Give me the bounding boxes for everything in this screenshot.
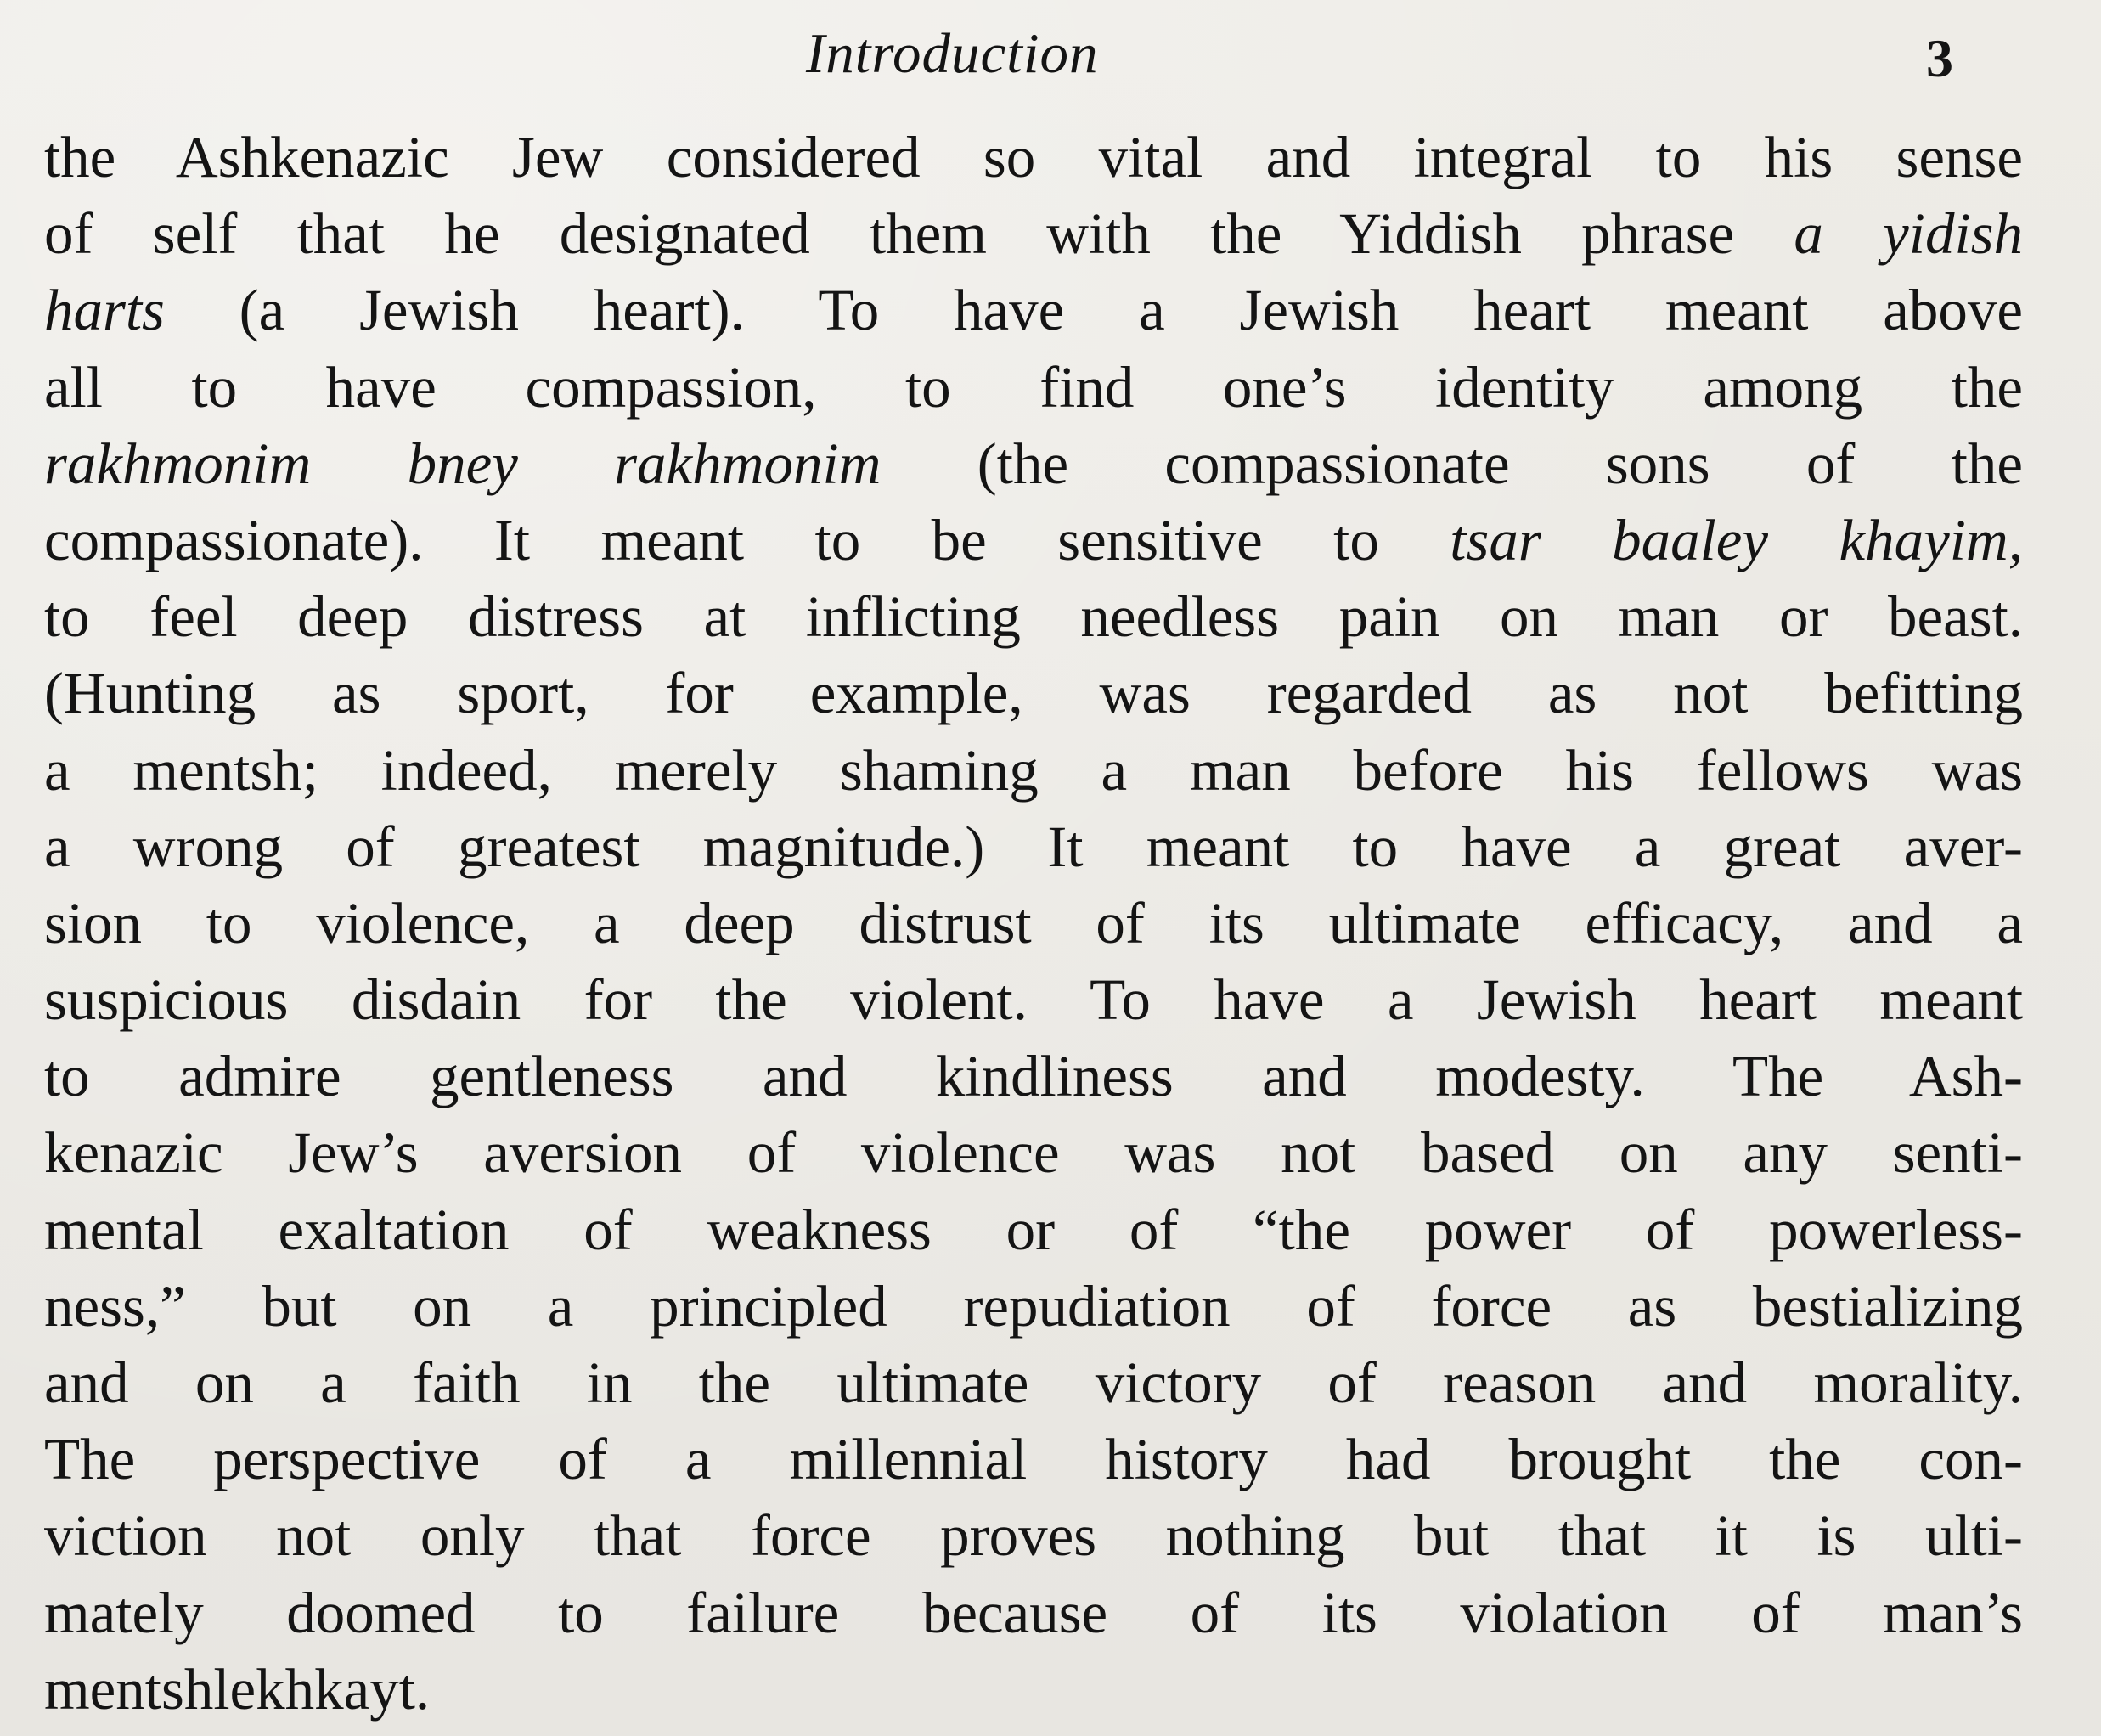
text-line [44,349,2023,426]
text-line [44,502,2023,578]
text-line [44,272,2023,348]
text-run: (Hunting as sport, for example, was regarded as not befitting [44,661,2023,726]
text-run: mentshlekhkayt. [44,1656,431,1722]
italic-phrase: tsar baaley khayim, [1450,507,2023,572]
text-run: ness,” but on a principled repudiation of force as bestializing [44,1273,2023,1339]
text-line [44,809,2023,885]
text-run: (the compassionate sons of the [881,431,2023,496]
text-line [44,426,2023,502]
text-run: The perspective of a millennial history had brought the con- [44,1427,2023,1492]
text-line [44,655,2023,731]
text-run: compassionate). It meant to be sensitive to [44,507,1450,572]
text-run: mately doomed to failure because of its violation of man’s [44,1580,2023,1645]
running-title: Introduction [806,22,1099,85]
page-number: 3 [1926,28,1953,88]
text-run: viction not only that force proves nothing but that it is ulti- [44,1503,2023,1569]
text-line [44,1114,2023,1191]
text-line [44,1497,2023,1574]
text-run: mental exaltation of weakness or of “the power of powerless- [44,1197,2023,1262]
text-run: sion to violence, a deep distrust of its ultimate efficacy, and a [44,890,2023,955]
text-line [44,1651,2023,1728]
italic-phrase: rakhmonim bney rakhmonim [44,431,882,496]
text-line [44,119,2023,195]
text-line [44,732,2023,809]
text-run: a wrong of greatest magnitude.) It meant to have a great aver- [44,814,2023,879]
text-run: (a Jewish heart). To have a Jewish heart meant above [164,278,2023,343]
text-line [44,1344,2023,1421]
text-line [44,1421,2023,1497]
text-line [44,961,2023,1038]
text-line [44,1192,2023,1268]
text-line [44,885,2023,961]
text-run: the Ashkenazic Jew considered so vital and integral to his sense [44,125,2023,189]
italic-phrase: harts [44,278,165,343]
text-run: and on a faith in the ultimate victory of reason and morality. [44,1350,2023,1415]
text-line [44,1575,2023,1651]
text-line [44,1268,2023,1344]
text-run: all to have compassion, to find one’s identity among the [44,354,2023,420]
text-line [44,1038,2023,1114]
text-run: of self that he designated them with the Yiddish phrase [44,201,1794,267]
text-run: kenazic Jew’s aversion of violence was not based on any senti- [44,1120,2023,1186]
text-line [44,195,2023,272]
text-line [44,578,2023,655]
text-run: a mentsh; indeed, merely shaming a man before his fellows was [44,737,2023,803]
text-run: to feel deep distress at inflicting needless pain on man or beast. [44,584,2023,650]
text-run: to admire gentleness and kindliness and modesty. The Ash- [44,1044,2023,1109]
text-run: suspicious disdain for the violent. To have a Jewish heart meant [44,967,2023,1033]
italic-phrase: a yidish [1794,201,2023,267]
running-head [0,15,2101,92]
body-paragraph [44,119,2023,1728]
